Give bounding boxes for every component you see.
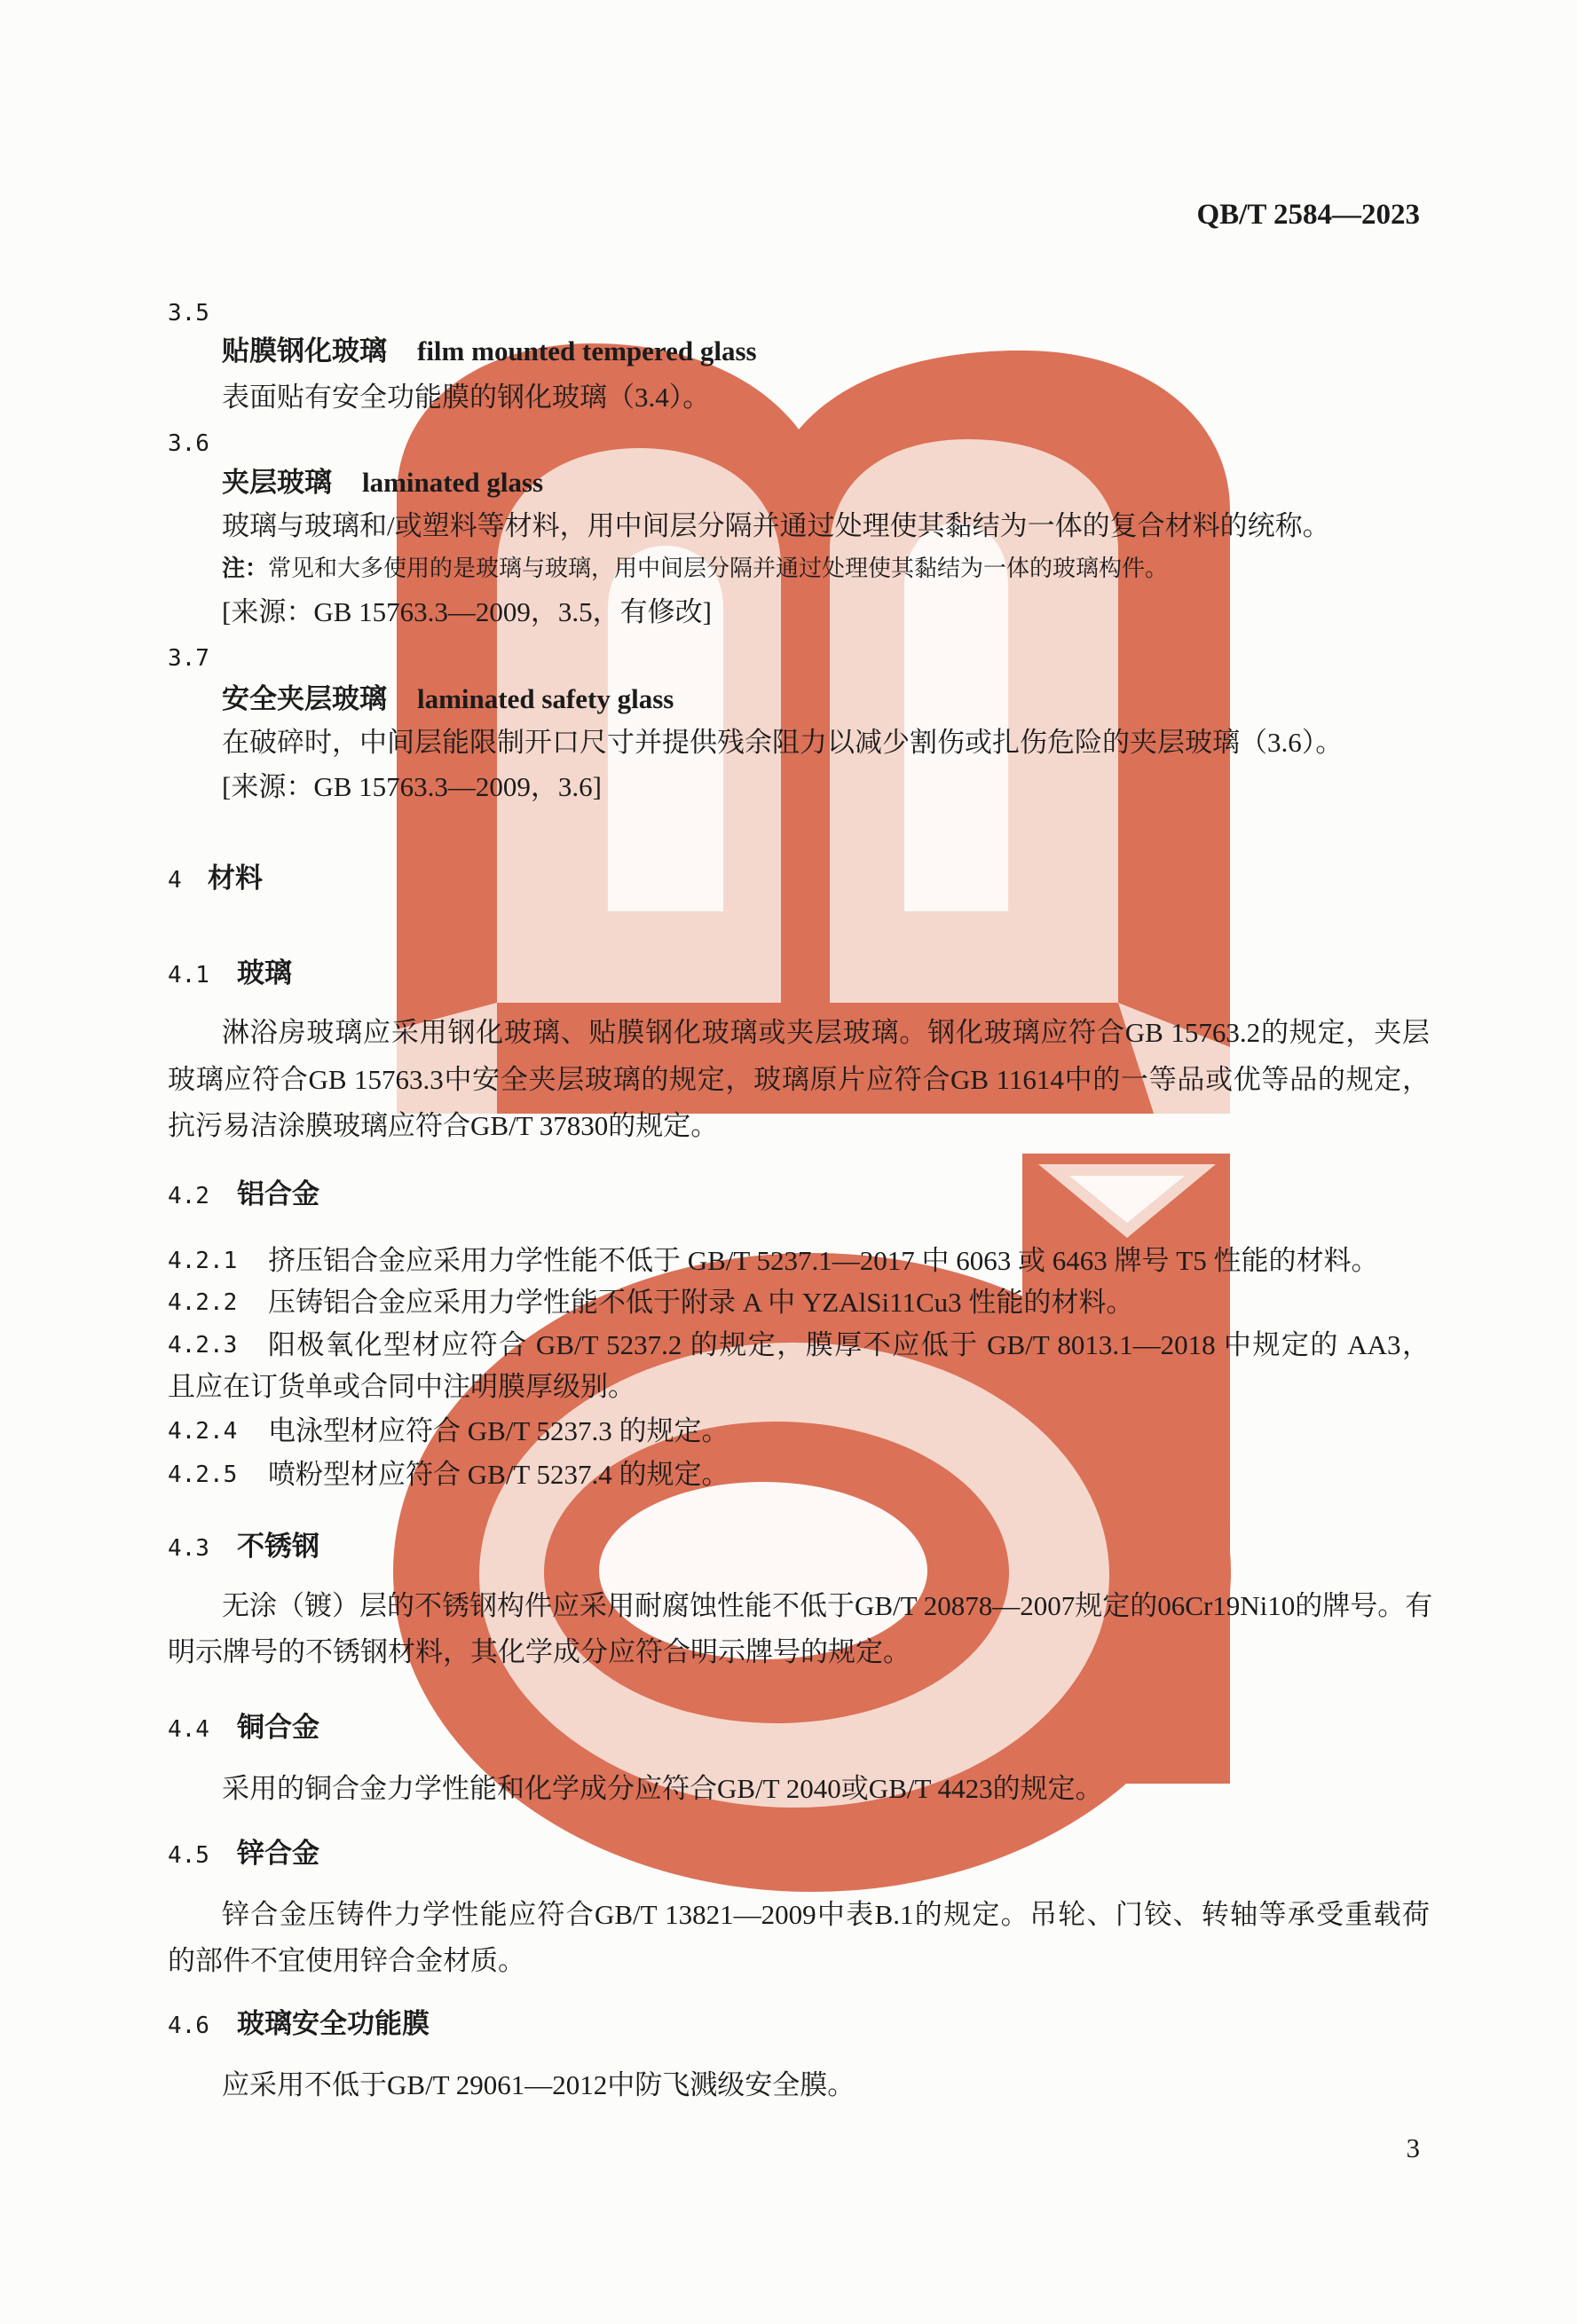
term-number-text: 3.7 — [168, 645, 209, 672]
paragraph-line: 无涂（镀）层的不锈钢构件应采用耐腐蚀性能不低于GB/T 20878—2007规定的06Cr19Ni10的牌号。有 — [222, 1590, 1433, 1621]
term-en: laminated glass — [362, 467, 544, 498]
paragraph-line: 玻璃应符合GB 15763.3中安全夹层玻璃的规定，玻璃原片应符合GB 11614中的一等品或优等品的规定， — [168, 1064, 1430, 1095]
section-title: 不锈钢 — [237, 1531, 319, 1562]
section-heading — [168, 956, 292, 993]
note-label: 注： — [222, 555, 269, 581]
clause-number: 4.2.4 — [168, 1418, 238, 1445]
paragraph-line: 锌合金压铸件力学性能应符合GB/T 13821—2009中表B.1的规定。吊轮、门铰、转轴等承受重载荷 — [222, 1899, 1430, 1930]
clause-text: 压铸铝合金应采用力学性能不低于附录 A 中 YZAlSi11Cu3 性能的材料。 — [268, 1287, 1134, 1318]
section-heading — [168, 1177, 319, 1214]
paragraph-line: 应采用不低于GB/T 29061—2012中防飞溅级安全膜。 — [222, 2069, 856, 2100]
section-number: 4.2 — [168, 1183, 209, 1209]
chapter-heading — [168, 861, 263, 898]
term-en: film mounted tempered glass — [417, 335, 757, 366]
section-number: 4.4 — [168, 1716, 209, 1743]
term-zh: 安全夹层玻璃 — [222, 683, 387, 714]
section-number: 4.5 — [168, 1842, 209, 1869]
clause-number: 4.2.1 — [168, 1248, 238, 1274]
term-title — [222, 681, 674, 717]
term-title — [222, 334, 757, 369]
clause-continuation: 且应在订货单或合同中注明膜厚级别。 — [168, 1371, 635, 1402]
section-title: 玻璃安全功能膜 — [237, 2008, 430, 2039]
section-heading — [168, 1529, 319, 1566]
page-number: 3 — [1406, 2132, 1420, 2163]
section-heading — [168, 2006, 430, 2044]
section-title: 锌合金 — [237, 1838, 319, 1869]
term-title — [222, 465, 543, 500]
term-source: [来源：GB 15763.3—2009，3.6] — [222, 771, 602, 802]
term-number-text: 3.6 — [168, 430, 209, 457]
standard-code: QB/T 2584—2023 — [1196, 199, 1420, 231]
clause-text: 挤压铝合金应采用力学性能不低于 GB/T 5237.1—2017 中 6063 或 6463 牌号 T5 性能的材料。 — [268, 1245, 1379, 1276]
clause-number: 4.2.2 — [168, 1289, 238, 1316]
clause-text: 电泳型材应符合 GB/T 5237.3 的规定。 — [268, 1415, 729, 1446]
term-zh: 贴膜钢化玻璃 — [222, 335, 387, 366]
section-title: 铝合金 — [237, 1178, 319, 1209]
term-definition: 玻璃与玻璃和/或塑料等材料，用中间层分隔并通过处理使其黏结为一体的复合材料的统称。 — [222, 510, 1330, 541]
clause-text: 喷粉型材应符合 GB/T 5237.4 的规定。 — [268, 1459, 729, 1490]
term-source: [来源：GB 15763.3—2009，3.5，有修改] — [222, 596, 712, 627]
section-heading — [168, 1836, 319, 1873]
term-zh: 夹层玻璃 — [222, 467, 332, 498]
paragraph-line: 淋浴房玻璃应采用钢化玻璃、贴膜钢化玻璃或夹层玻璃。钢化玻璃应符合GB 15763.2的规定，夹层 — [222, 1017, 1430, 1048]
term-definition: 在破碎时，中间层能限制开口尺寸并提供残余阻力以减少割伤或扎伤危险的夹层玻璃（3.6）。 — [222, 727, 1344, 758]
paragraph-line: 采用的铜合金力学性能和化学成分应符合GB/T 2040或GB/T 4423的规定。 — [222, 1773, 1103, 1804]
chapter-number: 4 — [168, 867, 182, 894]
section-heading — [168, 1710, 319, 1747]
section-number: 4.3 — [168, 1535, 209, 1562]
paragraph-line: 抗污易洁涂膜玻璃应符合GB/T 37830的规定。 — [168, 1110, 719, 1141]
term-note — [222, 554, 1168, 584]
section-title: 玻璃 — [237, 957, 292, 989]
clause-text: 阳极氧化型材应符合 GB/T 5237.2 的规定，膜厚不应低于 GB/T 8013.1—2018 中规定的 AA3， — [268, 1329, 1430, 1360]
clause-line — [168, 1243, 1379, 1279]
term-number — [168, 294, 209, 331]
term-number — [168, 424, 209, 461]
d-ring-hole — [599, 1482, 927, 1659]
clause-line — [168, 1327, 1430, 1363]
note-text: 常见和大多使用的是玻璃与玻璃，用中间层分隔并通过处理使其黏结为一体的玻璃构件。 — [268, 555, 1169, 581]
clause-line — [168, 1414, 729, 1449]
paragraph-line: 的部件不宜使用锌合金材质。 — [168, 1945, 525, 1976]
chapter-title: 材料 — [208, 863, 263, 894]
clause-number: 4.2.5 — [168, 1461, 238, 1488]
clause-line — [168, 1457, 729, 1493]
paragraph-line: 明示牌号的不锈钢材料，其化学成分应符合明示牌号的规定。 — [168, 1636, 911, 1667]
term-number — [168, 639, 209, 676]
section-number: 4.6 — [168, 2013, 209, 2039]
term-en: laminated safety glass — [417, 683, 674, 714]
section-title: 铜合金 — [237, 1712, 319, 1743]
clause-line — [168, 1285, 1133, 1320]
term-number-text: 3.5 — [168, 300, 209, 327]
term-definition: 表面贴有安全功能膜的钢化玻璃（3.4）。 — [222, 382, 711, 413]
section-number: 4.1 — [168, 962, 209, 989]
clause-number: 4.2.3 — [168, 1332, 238, 1359]
